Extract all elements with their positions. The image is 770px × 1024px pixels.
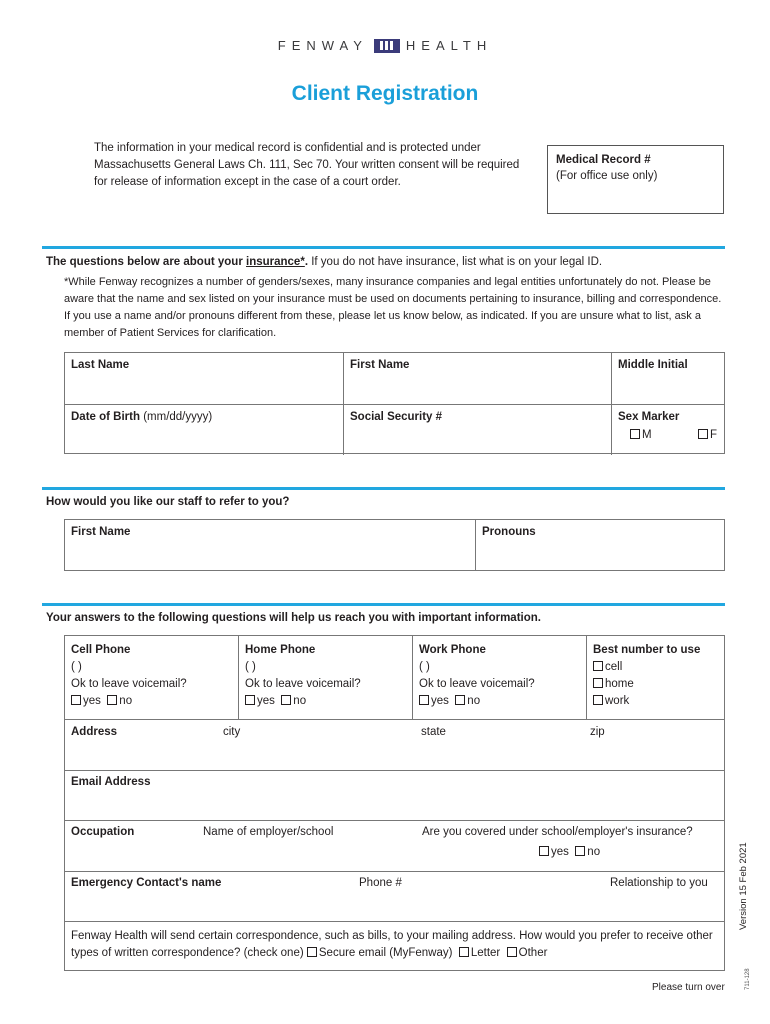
form-code: 711-128	[745, 968, 751, 990]
emergency-phone-label: Phone #	[359, 877, 402, 889]
occupation-label: Occupation	[71, 826, 135, 838]
sex-m-checkbox[interactable]	[630, 429, 640, 439]
sex-m-label: M	[642, 429, 652, 441]
best-number-field: Best number to use cell home work	[586, 636, 726, 719]
work-voicemail-yes-checkbox[interactable]	[419, 695, 429, 705]
preferred-first-name-field[interactable]: First Name	[71, 526, 131, 538]
middle-initial-field[interactable]: Middle Initial	[611, 353, 726, 404]
city-label: city	[223, 726, 241, 738]
work-voicemail-no-checkbox[interactable]	[455, 695, 465, 705]
logo-text-right: HEALTH	[405, 38, 493, 53]
name-row	[65, 353, 724, 404]
section-divider	[42, 603, 725, 606]
insurance-heading: The questions below are about your insurance*. If you do not have insurance, list what is on your legal ID.	[46, 256, 603, 268]
refer-heading: How would you like our staff to refer to you?	[46, 496, 290, 508]
section-divider	[42, 246, 725, 249]
email-row[interactable]	[65, 770, 724, 820]
logo-text-left: FENWAY	[277, 38, 368, 53]
covered-question: Are you covered under school/employer's insurance?	[422, 826, 693, 838]
state-label: state	[421, 726, 446, 738]
insurance-grid	[64, 352, 725, 454]
address-row[interactable]	[65, 719, 724, 770]
emergency-row[interactable]	[65, 871, 724, 921]
dob-row	[65, 404, 724, 455]
correspondence-text: Fenway Health will send certain correspondence, such as bills, to your mailing address. How would you prefer to receive other types of written correspondence? (check one) Secure email (MyFenway) Letter Other	[71, 930, 713, 959]
home-phone-field[interactable]: Home Phone ( ) Ok to leave voicemail? yes no	[238, 636, 412, 719]
covered-options: yes no	[539, 846, 600, 858]
sex-f-checkbox[interactable]	[698, 429, 708, 439]
dob-field[interactable]: Date of Birth (mm/dd/yyyy)	[71, 411, 213, 423]
medical-record-box	[547, 145, 724, 214]
please-turn-over: Please turn over	[652, 982, 725, 993]
cell-voicemail-yes-checkbox[interactable]	[71, 695, 81, 705]
version-label: Version 15 Feb 2021	[738, 842, 749, 930]
cell-phone-field[interactable]: Cell Phone ( ) Ok to leave voicemail? yes no	[71, 644, 187, 707]
logo-mark-icon	[374, 39, 400, 53]
refer-grid	[64, 519, 725, 571]
first-name-field[interactable]: First Name	[343, 353, 611, 404]
page-title: Client Registration	[291, 82, 479, 105]
sex-marker-field: Sex Marker M F	[611, 405, 726, 455]
sex-f-label: F	[710, 429, 718, 441]
email-label: Email Address	[71, 776, 151, 788]
ssn-field[interactable]: Social Security #	[343, 405, 611, 455]
covered-no-checkbox[interactable]	[575, 846, 585, 856]
cell-voicemail-no-checkbox[interactable]	[107, 695, 117, 705]
address-label: Address	[71, 726, 118, 738]
last-name-field[interactable]: Last Name	[71, 359, 130, 371]
contact-grid	[64, 635, 725, 971]
home-voicemail-no-checkbox[interactable]	[281, 695, 291, 705]
letter-checkbox[interactable]	[459, 947, 469, 957]
confidentiality-notice: The information in your medical record is confidential and is protected under Massachusetts General Laws Ch. 111, Sec 70. Your written consent will be required for release of information except in the case of a court order.	[94, 142, 520, 188]
insurance-note: *While Fenway recognizes a number of genders/sexes, many insurance companies and legal entities unfortunately do not. Please be aware that the name and sex listed on your insurance must be used on documents pertaining to insurance, billing and correspondence. If you use a name and/or pronouns different from these, please let us know below, as indicated. If you are unsure what to list, ask a member of Patient Services for clarification.	[64, 276, 722, 339]
best-work-checkbox[interactable]	[593, 695, 603, 705]
other-checkbox[interactable]	[507, 947, 517, 957]
best-home-checkbox[interactable]	[593, 678, 603, 688]
pronouns-field[interactable]: Pronouns	[475, 520, 726, 570]
relationship-label: Relationship to you	[610, 877, 708, 889]
zip-label: zip	[590, 726, 605, 738]
work-phone-field[interactable]: Work Phone ( ) Ok to leave voicemail? yes no	[412, 636, 586, 719]
best-cell-checkbox[interactable]	[593, 661, 603, 671]
secure-email-checkbox[interactable]	[307, 947, 317, 957]
emergency-label: Emergency Contact's name	[71, 877, 222, 889]
correspondence-row	[65, 921, 724, 972]
covered-yes-checkbox[interactable]	[539, 846, 549, 856]
section-divider	[42, 487, 725, 490]
phones-row	[65, 636, 724, 719]
fenway-health-logo	[0, 38, 770, 53]
medical-record-label: Medical Record #	[556, 154, 651, 166]
contact-heading: Your answers to the following questions will help us reach you with important information.	[46, 612, 541, 624]
occupation-row[interactable]	[65, 820, 724, 871]
medical-record-note: (For office use only)	[556, 170, 658, 182]
employer-label: Name of employer/school	[203, 826, 334, 838]
home-voicemail-yes-checkbox[interactable]	[245, 695, 255, 705]
